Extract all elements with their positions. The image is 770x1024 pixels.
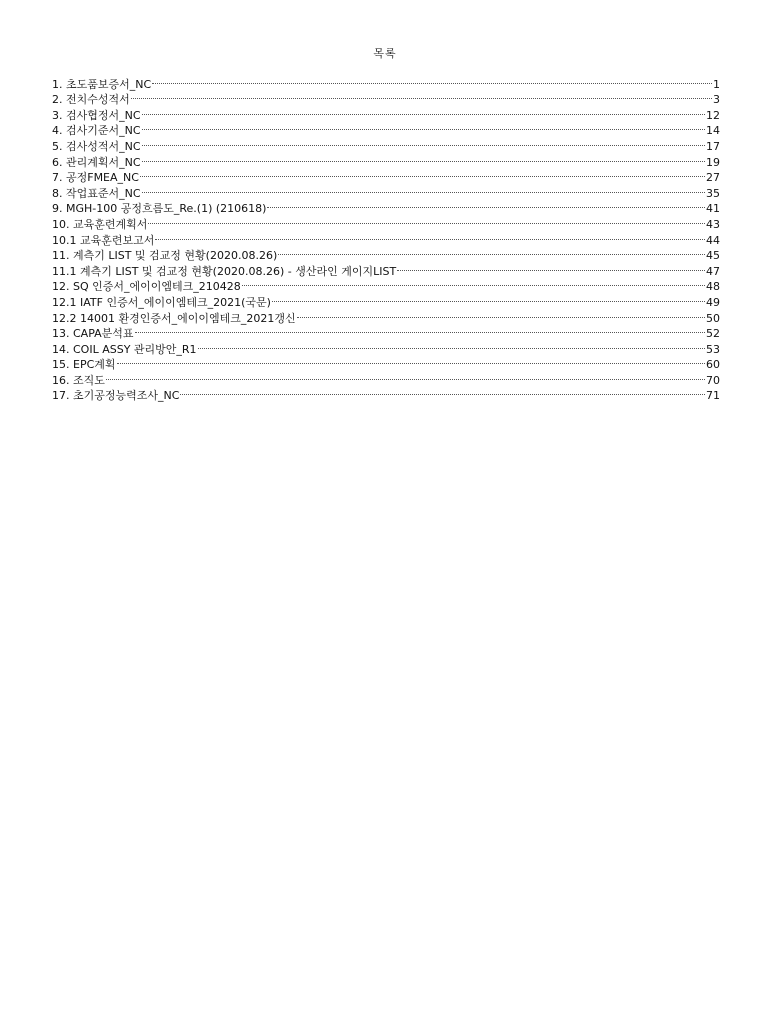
dot-leader bbox=[180, 384, 705, 400]
toc-entry[interactable] bbox=[52, 322, 720, 341]
toc-entry-label: 14. COIL ASSY 관리방안_R1 bbox=[52, 342, 197, 356]
toc-entry-label: 11.1 계측기 LIST 및 검교정 현황(2020.08.26) - 생산라인 게이지LIST bbox=[52, 264, 397, 278]
toc-entry[interactable] bbox=[52, 119, 720, 138]
toc-entry-page-number: 52 bbox=[706, 327, 720, 341]
toc-entry[interactable] bbox=[52, 197, 720, 216]
toc-entry-label: 4. 검사기준서_NC bbox=[52, 124, 141, 138]
dot-leader bbox=[142, 181, 705, 197]
dot-leader bbox=[131, 88, 712, 104]
toc-entry-label: 15. EPC계획 bbox=[52, 358, 116, 372]
toc-entry[interactable] bbox=[52, 150, 720, 169]
toc-entry-page-number: 50 bbox=[706, 311, 720, 325]
toc-entry[interactable] bbox=[52, 384, 720, 403]
toc-entry-page-number: 53 bbox=[706, 342, 720, 356]
toc-entry-page-number: 35 bbox=[706, 186, 720, 200]
dot-leader bbox=[142, 119, 705, 135]
toc-entry-page-number: 43 bbox=[706, 217, 720, 231]
toc-entry-page-number: 1 bbox=[713, 77, 720, 91]
toc-entry-page-number: 41 bbox=[706, 202, 720, 216]
toc-entry-page-number: 17 bbox=[706, 139, 720, 153]
toc-entry[interactable] bbox=[52, 368, 720, 387]
toc-entry-page-number: 19 bbox=[706, 155, 720, 169]
toc-entry-label: 5. 검사성적서_NC bbox=[52, 139, 141, 153]
toc-entry-label: 12.2 14001 환경인증서_에이이엠테크_2021갱신 bbox=[52, 311, 296, 325]
dot-leader bbox=[117, 353, 705, 369]
toc-entry-page-number: 45 bbox=[706, 249, 720, 263]
dot-leader bbox=[148, 212, 705, 228]
toc-entry-page-number: 48 bbox=[706, 280, 720, 294]
toc-entry-page-number: 3 bbox=[713, 93, 720, 107]
toc-title: 목록 bbox=[373, 47, 397, 60]
toc-entry-label: 12.1 IATF 인증서_에이이엠테크_2021(국문) bbox=[52, 295, 271, 309]
dot-leader bbox=[140, 166, 705, 182]
toc-entry[interactable] bbox=[52, 353, 720, 372]
toc-entry-page-number: 71 bbox=[706, 389, 720, 403]
toc-entry-page-number: 44 bbox=[706, 233, 720, 247]
toc-entry[interactable] bbox=[52, 228, 720, 247]
dot-leader bbox=[198, 337, 705, 353]
dot-leader bbox=[267, 197, 705, 213]
toc-entry-label: 7. 공정FMEA_NC bbox=[52, 171, 139, 185]
toc-entry-label: 8. 작업표준서_NC bbox=[52, 186, 141, 200]
toc-entry-page-number: 70 bbox=[706, 373, 720, 387]
toc-entry[interactable] bbox=[52, 72, 720, 91]
dot-leader bbox=[142, 134, 705, 150]
toc-entry-label: 13. CAPA분석표 bbox=[52, 327, 134, 341]
dot-leader bbox=[397, 259, 705, 275]
toc-entry[interactable] bbox=[52, 181, 720, 200]
toc-entry-label: 2. 전치수성적서 bbox=[52, 93, 130, 107]
toc-entry-page-number: 49 bbox=[706, 295, 720, 309]
toc-entry-label: 3. 검사협정서_NC bbox=[52, 108, 141, 122]
toc-entry[interactable] bbox=[52, 134, 720, 153]
toc-entry[interactable] bbox=[52, 88, 720, 107]
toc-entry-label: 10.1 교육훈련보고서 bbox=[52, 233, 155, 247]
toc-entry-label: 6. 관리계획서_NC bbox=[52, 155, 141, 169]
toc-entry[interactable] bbox=[52, 166, 720, 185]
toc-entry-page-number: 12 bbox=[706, 108, 720, 122]
toc-entry-page-number: 14 bbox=[706, 124, 720, 138]
dot-leader bbox=[272, 290, 705, 306]
dot-leader bbox=[142, 103, 705, 119]
toc-list bbox=[52, 72, 720, 403]
dot-leader bbox=[152, 72, 712, 88]
toc-entry-page-number: 47 bbox=[706, 264, 720, 278]
toc-entry-label: 12. SQ 인증서_에이이엠테크_210428 bbox=[52, 280, 241, 294]
toc-entry[interactable] bbox=[52, 337, 720, 356]
dot-leader bbox=[135, 322, 705, 338]
dot-leader bbox=[278, 244, 705, 260]
dot-leader bbox=[242, 275, 705, 291]
toc-entry-page-number: 27 bbox=[706, 171, 720, 185]
toc-entry-label: 9. MGH-100 공정흐름도_Re.(1) (210618) bbox=[52, 202, 267, 216]
dot-leader bbox=[297, 306, 705, 322]
toc-entry-label: 16. 조직도 bbox=[52, 373, 105, 387]
toc-entry-label: 1. 초도품보증서_NC bbox=[52, 77, 152, 91]
toc-entry-label: 17. 초기공정능력조사_NC bbox=[52, 389, 180, 403]
dot-leader bbox=[106, 368, 705, 384]
toc-entry[interactable] bbox=[52, 212, 720, 231]
toc-entry-label: 11. 계측기 LIST 및 검교정 현황(2020.08.26) bbox=[52, 249, 278, 263]
toc-entry-label: 10. 교육훈련계획서 bbox=[52, 217, 148, 231]
toc-entry[interactable] bbox=[52, 103, 720, 122]
dot-leader bbox=[142, 150, 705, 166]
dot-leader bbox=[155, 228, 705, 244]
toc-entry-page-number: 60 bbox=[706, 358, 720, 372]
